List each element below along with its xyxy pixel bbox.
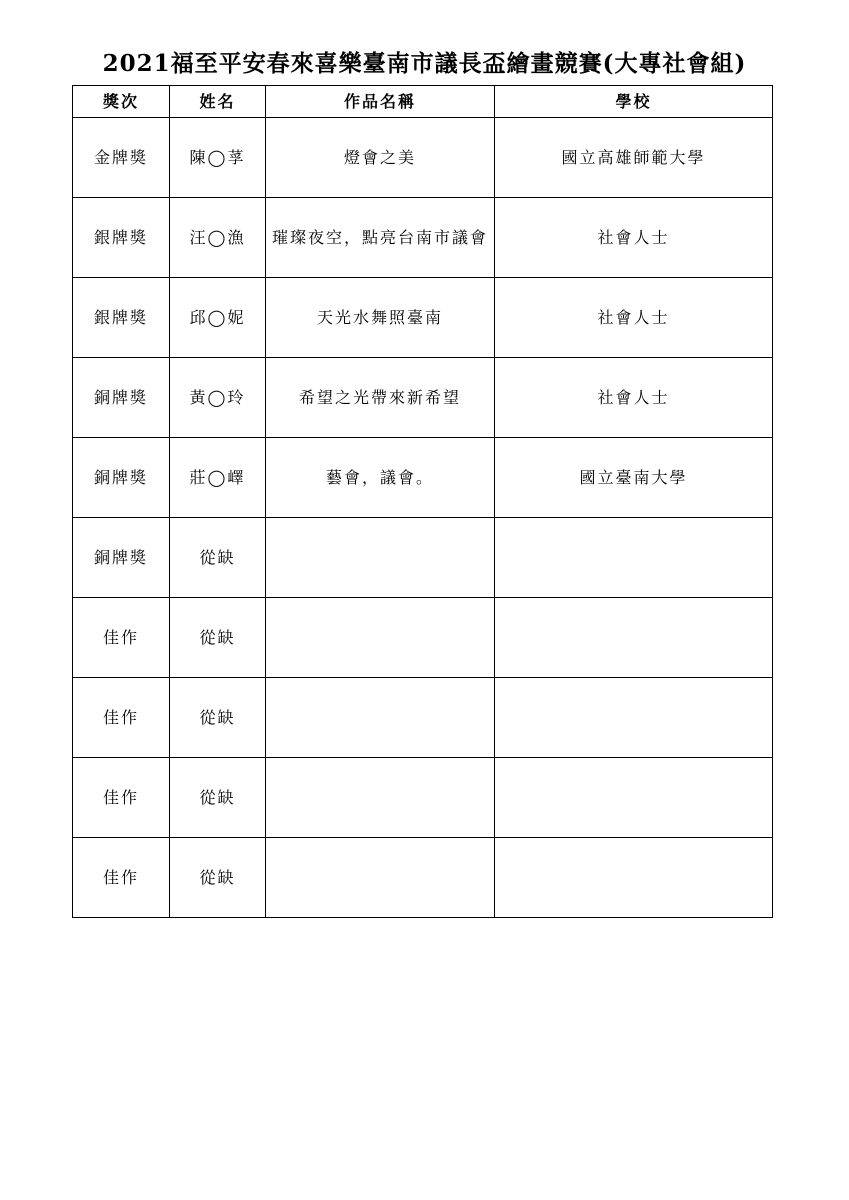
award-cell: 銅牌獎: [73, 518, 170, 598]
table-row: [73, 358, 773, 438]
table-body: [73, 118, 773, 918]
name-cell: 陳◯莩: [170, 118, 266, 198]
header-school: 學校: [495, 86, 773, 118]
name-cell: 黃◯玲: [170, 358, 266, 438]
work-cell: 希望之光帶來新希望: [266, 358, 495, 438]
table-row: [73, 838, 773, 918]
header-award: 獎次: [73, 86, 170, 118]
work-cell: [266, 518, 495, 598]
table-row: [73, 678, 773, 758]
school-cell: [495, 678, 773, 758]
school-cell: [495, 518, 773, 598]
work-cell: 藝會，議會。: [266, 438, 495, 518]
table-row: [73, 118, 773, 198]
name-cell: 從缺: [170, 518, 266, 598]
name-cell: 莊◯嶧: [170, 438, 266, 518]
name-cell: 邱◯妮: [170, 278, 266, 358]
header-work: 作品名稱: [266, 86, 495, 118]
school-cell: [495, 838, 773, 918]
header-row: [73, 86, 773, 118]
award-cell: 金牌獎: [73, 118, 170, 198]
school-cell: 社會人士: [495, 358, 773, 438]
work-cell: [266, 598, 495, 678]
work-cell: 璀璨夜空，點亮台南市議會: [266, 198, 495, 278]
table-row: [73, 518, 773, 598]
award-cell: 佳作: [73, 838, 170, 918]
table-row: [73, 598, 773, 678]
table-header: [73, 86, 773, 118]
table-row: [73, 758, 773, 838]
work-cell: 天光水舞照臺南: [266, 278, 495, 358]
table-row: [73, 438, 773, 518]
award-cell: 銅牌獎: [73, 358, 170, 438]
work-cell: [266, 838, 495, 918]
award-cell: 銀牌獎: [73, 198, 170, 278]
document-title: 2021福至平安春來喜樂臺南市議長盃繪畫競賽(大專社會組): [102, 50, 747, 77]
name-cell: 從缺: [170, 678, 266, 758]
header-name: 姓名: [170, 86, 266, 118]
school-cell: 國立臺南大學: [495, 438, 773, 518]
award-cell: 銀牌獎: [73, 278, 170, 358]
work-cell: 燈會之美: [266, 118, 495, 198]
work-cell: [266, 678, 495, 758]
results-table: [72, 85, 773, 918]
award-cell: 銅牌獎: [73, 438, 170, 518]
name-cell: 從缺: [170, 758, 266, 838]
name-cell: 從缺: [170, 838, 266, 918]
table-row: [73, 198, 773, 278]
award-cell: 佳作: [73, 598, 170, 678]
award-cell: 佳作: [73, 678, 170, 758]
school-cell: [495, 598, 773, 678]
school-cell: 社會人士: [495, 278, 773, 358]
school-cell: [495, 758, 773, 838]
name-cell: 從缺: [170, 598, 266, 678]
award-cell: 佳作: [73, 758, 170, 838]
school-cell: 國立高雄師範大學: [495, 118, 773, 198]
name-cell: 汪◯漁: [170, 198, 266, 278]
school-cell: 社會人士: [495, 198, 773, 278]
work-cell: [266, 758, 495, 838]
table-row: [73, 278, 773, 358]
